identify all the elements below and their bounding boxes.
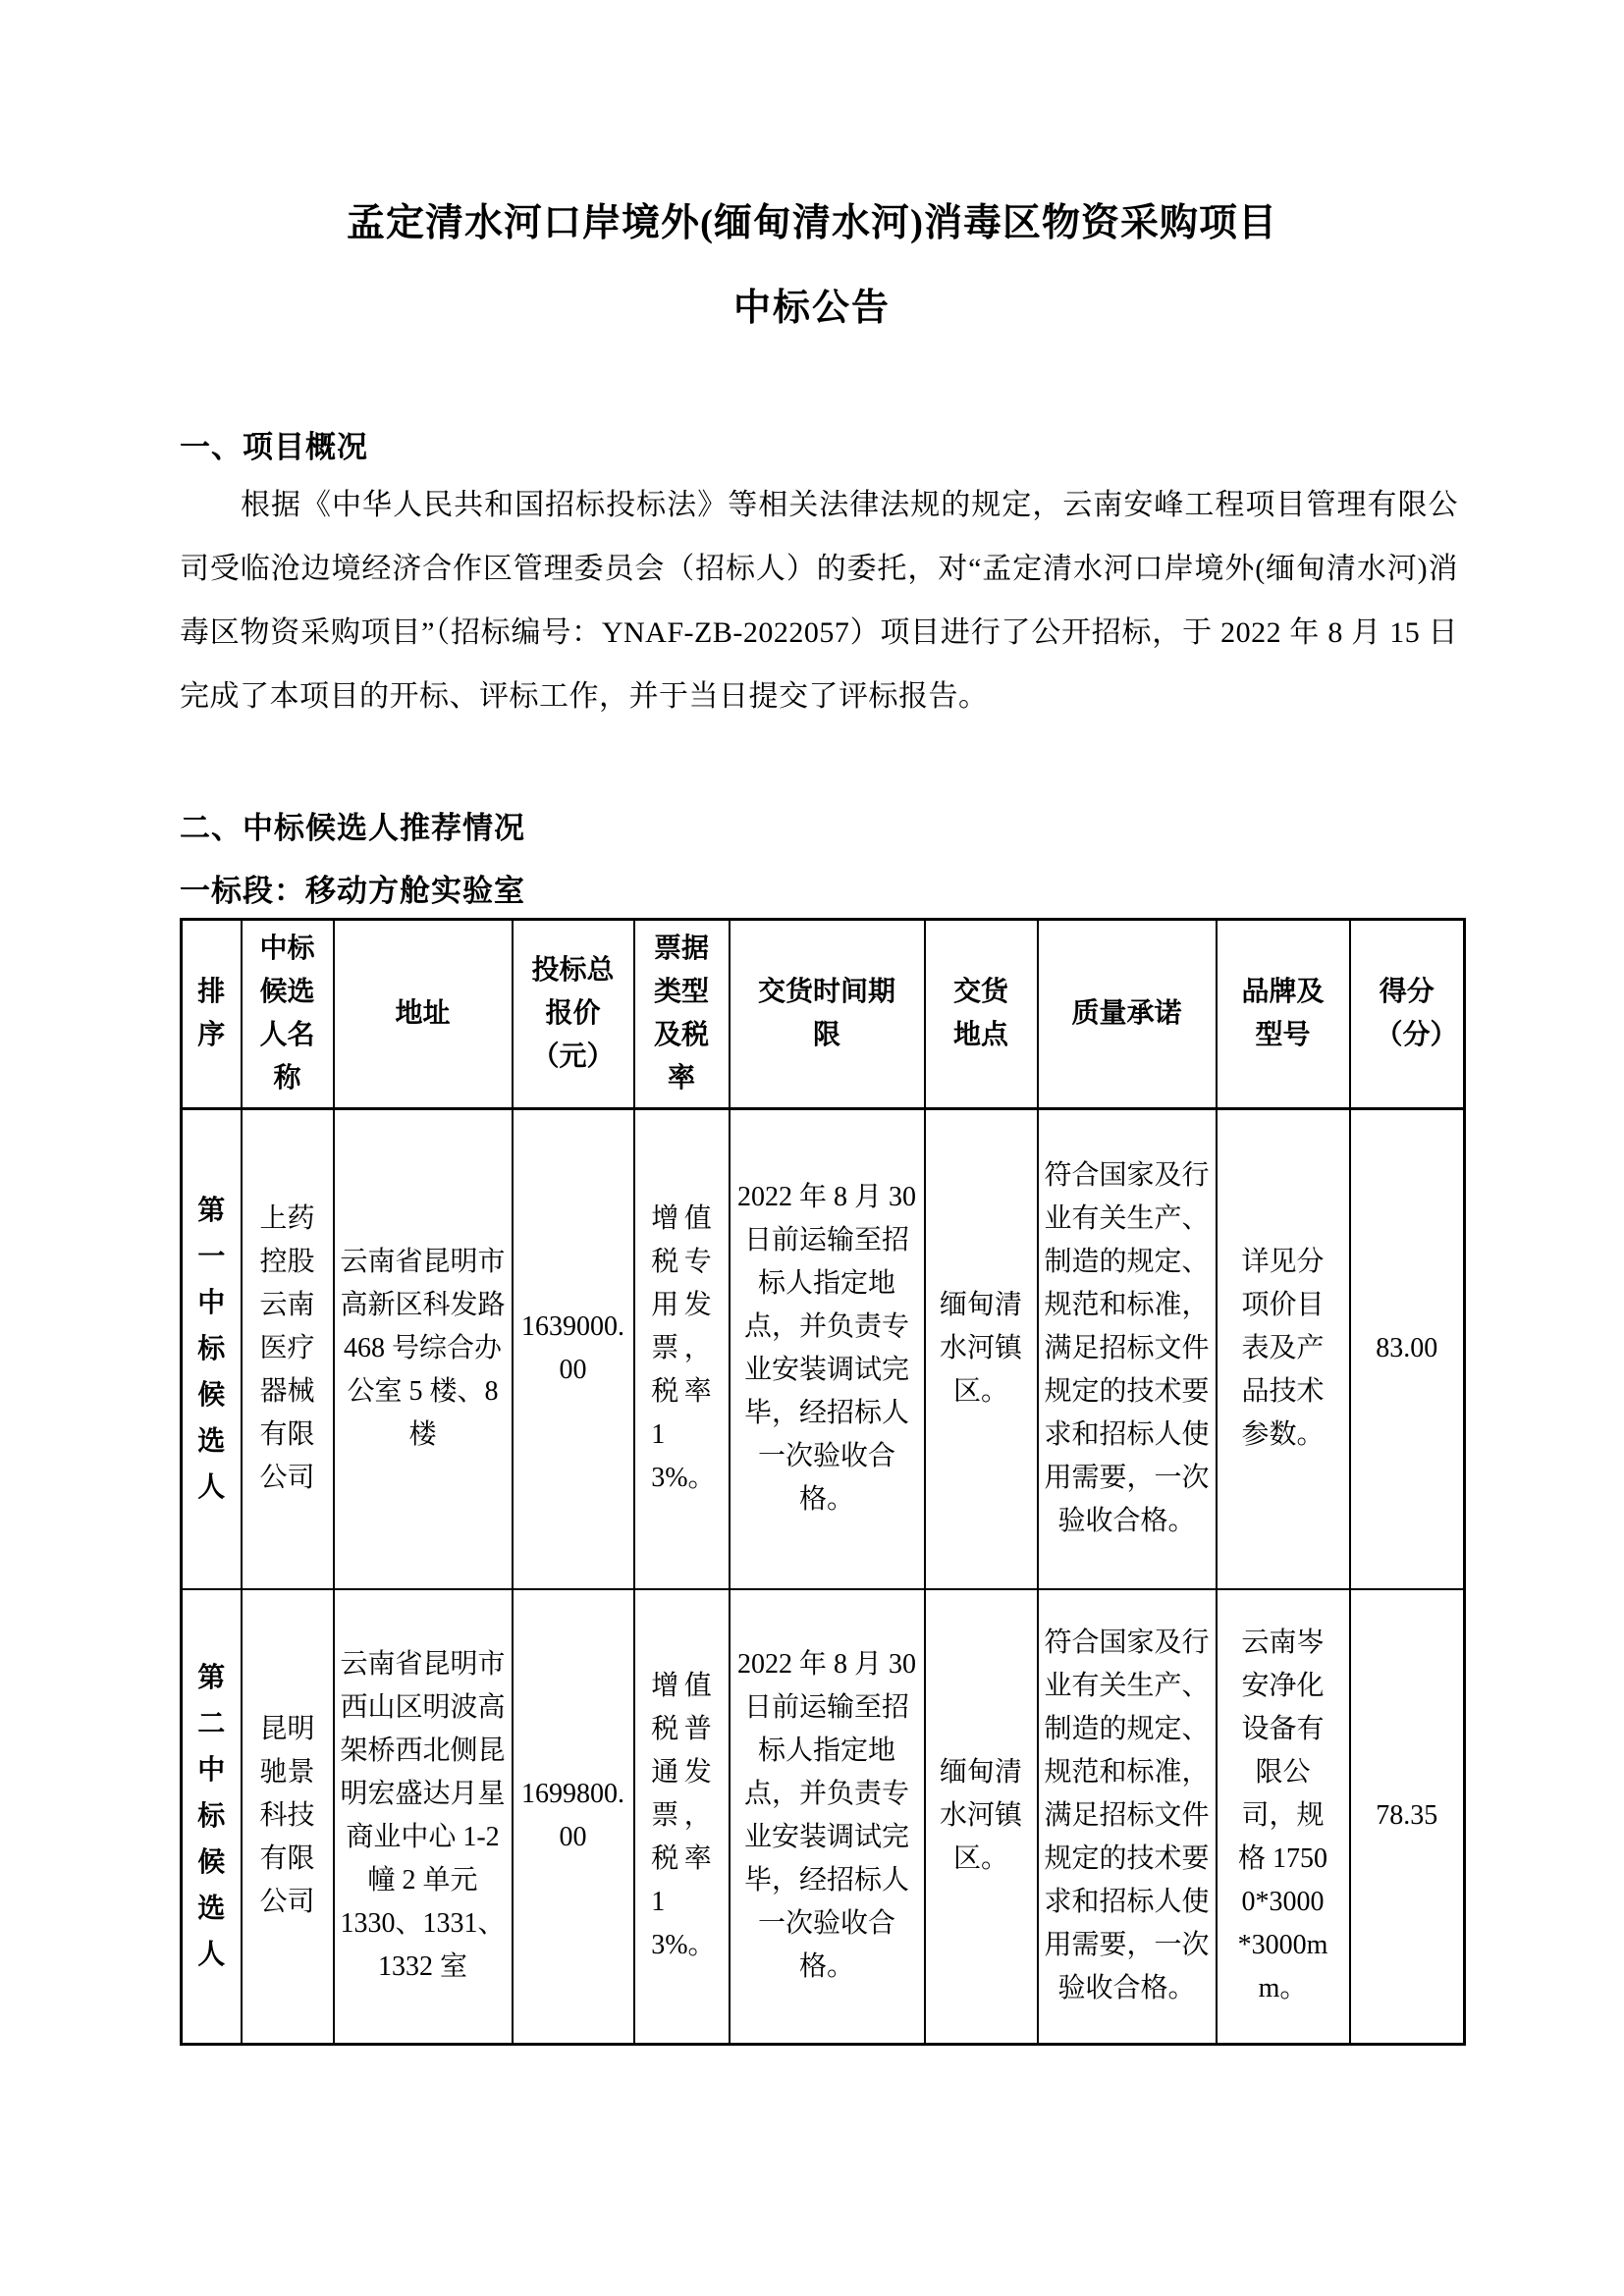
header-address-label: 地址 (395, 998, 451, 1029)
header-quality-commitment (1038, 920, 1217, 1109)
table-header-row (182, 920, 1465, 1109)
lot-1-subheading: 一标段：移动方舱实验室 (180, 874, 525, 908)
bid-price-value: 1639000.00 (521, 1311, 624, 1386)
brand-model-value: 详见分项价目表及产品技术参数。 (1241, 1247, 1325, 1451)
cell-invoice-type (634, 1589, 730, 2045)
cell-delivery-place (925, 1589, 1038, 2045)
cell-delivery-time (730, 1109, 925, 1589)
cell-delivery-time (730, 1589, 925, 2045)
header-invoice-type (634, 920, 730, 1109)
quality-commitment-value: 符合国家及行业有关生产、制造的规定、规范和标准，满足招标文件规定的技术要求和招标人使用需要，一次验收合格。 (1044, 1160, 1210, 1537)
header-rank (182, 920, 242, 1109)
invoice-type-value: 增值税专用发票，税率13%。 (651, 1203, 716, 1494)
document-title: 孟定清水河口岸境外(缅甸清水河)消毒区物资采购项目 (347, 202, 1277, 244)
candidate-name-value: 上药控股云南医疗器械有限公司 (259, 1203, 315, 1494)
invoice-type-value: 增值税普通发票，税率13%。 (651, 1671, 716, 1961)
header-delivery-place (925, 920, 1038, 1109)
bid-candidates-table (180, 918, 1466, 2046)
cell-candidate-name (242, 1109, 334, 1589)
brand-model-value: 云南岑安净化设备有限公司，规格 17500*3000*3000mm。 (1237, 1628, 1328, 2004)
header-quality-commitment-label: 质量承诺 (1071, 998, 1182, 1029)
cell-rank (182, 1589, 242, 2045)
cell-invoice-type (634, 1109, 730, 1589)
header-delivery-time (730, 920, 925, 1109)
cell-score (1350, 1109, 1465, 1589)
cell-rank (182, 1109, 242, 1589)
cell-bid-price (513, 1589, 634, 2045)
cell-score (1350, 1589, 1465, 2045)
bid-price-value: 1699800.00 (521, 1779, 624, 1853)
header-brand-model (1217, 920, 1350, 1109)
header-address (334, 920, 513, 1109)
header-candidate-name (242, 920, 334, 1109)
delivery-time-value: 2022 年 8 月 30 日前运输至招标人指定地点，并负责专业安装调试完毕，经招标人一次验收合格。 (736, 1182, 916, 1516)
cell-quality-commitment (1038, 1589, 1217, 2045)
rank-value: 第一中标候选人 (197, 1195, 226, 1503)
section-1-paragraph: 根据《中华人民共和国招标投标法》等相关法律法规的规定，云南安峰工程项目管理有限公司受临沧边境经济合作区管理委员会（招标人）的委托，对“孟定清水河口岸境外(缅甸清水河)消毒区物资采购项目”（招标编号：YNAF-ZB-2022057）项目进行了公开招标，于 2022 年 8 月 15 日完成了本项目的开标、评标工作，并于当日提交了评标报告。 (180, 489, 1458, 713)
cell-brand-model (1217, 1589, 1350, 2045)
header-delivery-time-label: 交货时间期限 (757, 977, 895, 1050)
header-invoice-type-label: 票据类型及税率 (653, 934, 709, 1094)
score-value: 83.00 (1376, 1333, 1438, 1364)
section-1-heading: 一、项目概况 (180, 430, 368, 464)
candidate-name-value: 昆明驰景科技有限公司 (259, 1714, 315, 1918)
cell-address (334, 1589, 513, 2045)
delivery-place-value: 缅甸清水河镇区。 (939, 1290, 1022, 1408)
section-2-heading: 二、中标候选人推荐情况 (180, 811, 525, 845)
cell-quality-commitment (1038, 1109, 1217, 1589)
header-score (1350, 920, 1465, 1109)
quality-commitment-value: 符合国家及行业有关生产、制造的规定、规范和标准，满足招标文件规定的技术要求和招标人使用需要，一次验收合格。 (1044, 1628, 1210, 2004)
delivery-place-value: 缅甸清水河镇区。 (939, 1757, 1022, 1875)
header-bid-price-label: 投标总报价（元） (531, 955, 615, 1072)
header-candidate-name-label: 中标候选人名称 (259, 934, 315, 1094)
header-brand-model-label: 品牌及型号 (1241, 977, 1325, 1050)
cell-bid-price (513, 1109, 634, 1589)
header-bid-price (513, 920, 634, 1109)
cell-brand-model (1217, 1109, 1350, 1589)
delivery-time-value: 2022 年 8 月 30 日前运输至招标人指定地点，并负责专业安装调试完毕，经招标人一次验收合格。 (736, 1649, 916, 1983)
score-value: 78.35 (1376, 1800, 1438, 1832)
cell-address (334, 1109, 513, 1589)
header-rank-label: 排序 (197, 977, 226, 1050)
rank-value: 第二中标候选人 (197, 1662, 226, 1970)
cell-delivery-place (925, 1109, 1038, 1589)
table-row (182, 1109, 1465, 1589)
document-subtitle: 中标公告 (732, 288, 891, 329)
table-row (182, 1589, 1465, 2045)
cell-candidate-name (242, 1589, 334, 2045)
header-score-label: 得分（分） (1375, 977, 1458, 1050)
address-value: 云南省昆明市高新区科发路 468 号综合办公室 5 楼、8 楼 (340, 1247, 506, 1451)
address-value: 云南省昆明市西山区明波高架桥西北侧昆明宏盛达月星商业中心 1-2 幢 2 单元 1330、1331、1332 室 (340, 1649, 506, 1983)
header-delivery-place-label: 交货地点 (952, 977, 1008, 1050)
